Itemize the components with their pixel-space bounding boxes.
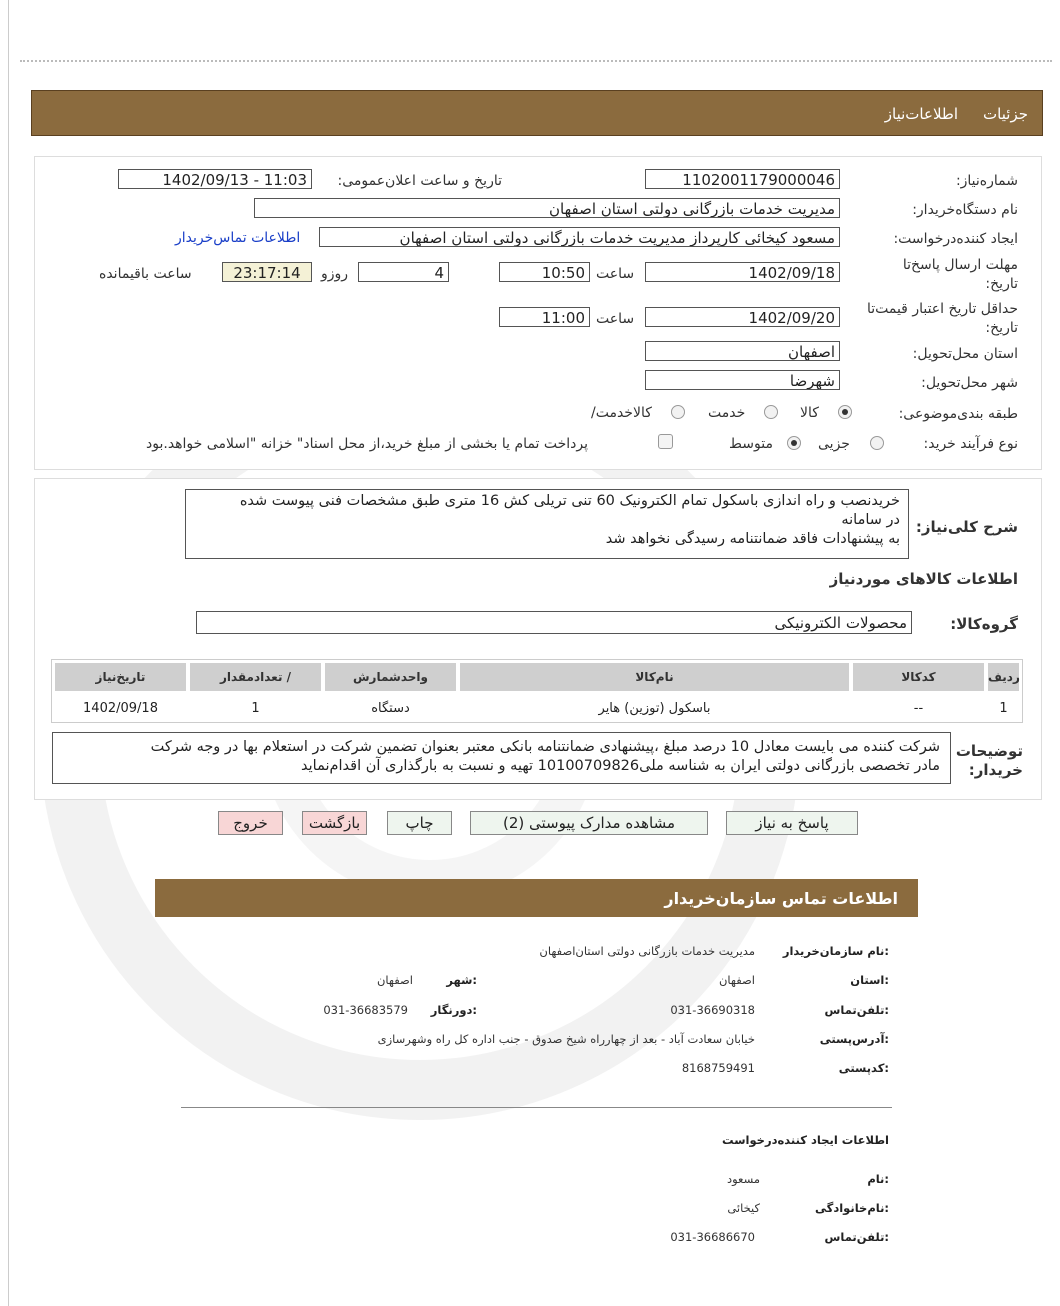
contact-fax: 031-36683579 (323, 1003, 408, 1017)
category-goods-service-label: کالا‌خدمت/ (591, 405, 652, 421)
price-valid-time-label: ساعت (596, 311, 635, 327)
deadline-time-label: ساعت (596, 266, 635, 282)
buyer-contact-link[interactable]: اطلاعات تماس‌خریدار (175, 230, 301, 246)
category-label: طبقه بندی‌موضوعی: (898, 406, 1018, 422)
price-valid-label: حداقل تاریخ اعتبار قیمت‌تا (866, 301, 1018, 317)
goods-section-title: اطلاعات کالاهای موردنیاز (829, 570, 1018, 588)
left-border-line (8, 0, 9, 1306)
announce-field: 1402/09/13 - 11:03 (118, 169, 312, 189)
col-header-qty: تعدادمقدار / (190, 663, 321, 691)
contact-province-label: استان: (850, 973, 889, 987)
description-box (185, 489, 909, 559)
header-bar (31, 90, 1043, 136)
table-cell-unit: دستگاه (371, 701, 410, 716)
process-minor-label: جزیی (818, 436, 850, 452)
treasury-payment-note: پرداخت تمام یا بخشی از مبلغ خرید،از محل اسناد" خزانه "اسلامی خواهد.بود (146, 436, 589, 452)
contact-fax-label: دورنگار: (430, 1003, 477, 1017)
creator-last-name-label: نام‌خانوادگی: (815, 1201, 889, 1215)
buyer-notes-label-2: خریدار: (968, 761, 1023, 779)
contact-phone-label: تلفن‌تماس: (824, 1003, 889, 1017)
buyer-org-label: نام دستگاه‌خریدار: (912, 202, 1018, 218)
col-header-date: تاریخ‌نیاز (55, 663, 186, 691)
price-valid-time-field: 11:00 (499, 307, 590, 327)
deadline-time-field: 10:50 (499, 262, 590, 282)
buyer-notes-line-1: شرکت کننده می بایست معادل 10 درصد مبلغ ،پیشنهادی ضمانتنامه بانکی معتبر بعنوان تضمین شرکت در استعلام بها در وجه شرکت (150, 739, 940, 755)
creator-first-name-label: نام: (867, 1172, 889, 1186)
contact-province: اصفهان (718, 973, 755, 987)
back-button[interactable]: بازگشت (302, 811, 367, 835)
buyer-notes-label: توضیحات (955, 742, 1023, 760)
dotted-separator (20, 60, 1052, 62)
tab-details[interactable]: جزئیات (983, 105, 1028, 123)
need-number-field: 1102001179000046 (645, 169, 840, 189)
remaining-time-field: 23:17:14 (222, 262, 312, 282)
description-line-1: خریدنصب و راه اندازی باسکول تمام الکترونیک 60 تنی تریلی کش 16 متری طبق مشخصات فنی پیوست شده (239, 493, 900, 509)
deadline-label: مهلت ارسال پاسخ‌تا (902, 257, 1018, 273)
contact-address: خیابان سعادت آباد - بعد از چهارراه شیخ صدوق - جنب اداره کل راه وشهرسازی (377, 1032, 755, 1046)
deadline-date-field: 1402/09/18 (645, 262, 840, 282)
print-button[interactable]: چاپ (387, 811, 452, 835)
description-line-2: در سامانه (841, 512, 900, 528)
need-number-label: شماره‌نیاز: (955, 173, 1018, 189)
contact-postal-label: کدپستی: (838, 1061, 889, 1075)
announce-label: تاریخ و ساعت اعلان‌عمومی: (337, 173, 502, 189)
table-cell-date: 1402/09/18 (83, 701, 158, 716)
table-cell-name: باسکول (توزین) هایر (598, 701, 711, 716)
buyer-notes-box (52, 732, 951, 784)
col-header-unit: واحدشمارش (325, 663, 456, 691)
category-radio-goods-service[interactable] (671, 405, 685, 419)
category-service-label: خدمت (708, 405, 746, 421)
days-label: روزو (321, 266, 349, 282)
goods-group-field: محصولات الکترونیکی (196, 611, 912, 634)
col-header-row: ردیف (988, 663, 1019, 691)
price-valid-date-field: 1402/09/20 (645, 307, 840, 327)
col-header-code: کدکالا (853, 663, 984, 691)
contact-org-label: نام سازمان‌خریدار: (782, 944, 889, 958)
buyer-notes-line-2: مادر تخصصی بازرگانی دولتی ایران به شناسه ملی10100709826 تهیه و نسبت به بارگذاری آن اقدام‌نماید (301, 758, 940, 774)
creator-last-name: کیخائی (727, 1201, 760, 1215)
creator-phone: 031-36686670 (670, 1230, 755, 1244)
exit-button[interactable]: خروج (218, 811, 283, 835)
province-field: اصفهان (645, 341, 840, 361)
days-field: 4 (358, 262, 449, 282)
col-header-name: نام‌کالا (460, 663, 849, 691)
goods-table (51, 659, 1023, 723)
contact-postal: 8168759491 (681, 1061, 755, 1075)
process-radio-medium[interactable] (787, 436, 801, 450)
category-goods-label: کالا (800, 405, 819, 421)
table-cell-code: -- (913, 701, 924, 716)
creator-phone-label: تلفن‌تماس: (824, 1230, 889, 1244)
creator-info-title: اطلاعات ایجاد کننده‌درخواست (722, 1133, 889, 1147)
contact-divider (181, 1107, 892, 1108)
creator-field: مسعود کیخائی کارپرداز مدیریت خدمات بازرگانی دولتی استان اصفهان (319, 227, 840, 247)
contact-title: اطلاعات تماس سازمان‌خریدار (664, 889, 898, 908)
category-radio-service[interactable] (764, 405, 778, 419)
description-line-3: به پیشنهادات فاقد ضمانتنامه رسیدگی نخواهد شد (605, 531, 900, 547)
buyer-org-field: مدیریت خدمات بازرگانی دولتی استان اصفهان (254, 198, 840, 218)
tab-need-info[interactable]: اطلاعات‌نیاز (884, 105, 958, 123)
city-field: شهرضا (645, 370, 840, 390)
description-label: شرح کلی‌نیاز: (915, 518, 1018, 536)
contact-header-bar (155, 879, 918, 917)
creator-first-name: مسعود (726, 1172, 760, 1186)
process-label: نوع فرآیند خرید: (923, 436, 1018, 452)
view-attachments-button[interactable]: مشاهده مدارک پیوستی (2) (470, 811, 708, 835)
price-valid-label-2: تاریخ: (985, 320, 1018, 336)
contact-city: اصفهان (376, 973, 413, 987)
reply-button[interactable]: پاسخ به نیاز (726, 811, 858, 835)
contact-address-label: آدرس‌پستی: (819, 1032, 889, 1046)
process-radio-minor[interactable] (870, 436, 884, 450)
contact-phone: 031-36690318 (670, 1003, 755, 1017)
remaining-label: ساعت باقیمانده (99, 266, 192, 282)
contact-city-label: شهر: (446, 973, 477, 987)
category-radio-goods[interactable] (838, 405, 852, 419)
table-cell-qty: 1 (251, 701, 260, 716)
creator-label: ایجاد کننده‌درخواست: (893, 231, 1018, 247)
contact-org: مدیریت خدمات بازرگانی دولتی استان‌اصفهان (539, 944, 755, 958)
goods-group-label: گروه‌کالا: (950, 615, 1018, 633)
city-label: شهر محل‌تحویل: (921, 375, 1018, 391)
province-label: استان محل‌تحویل: (912, 346, 1018, 362)
deadline-label-2: تاریخ: (985, 276, 1018, 292)
table-cell-row: 1 (999, 701, 1008, 716)
treasury-payment-checkbox[interactable] (658, 434, 673, 449)
process-medium-label: متوسط (729, 436, 773, 452)
